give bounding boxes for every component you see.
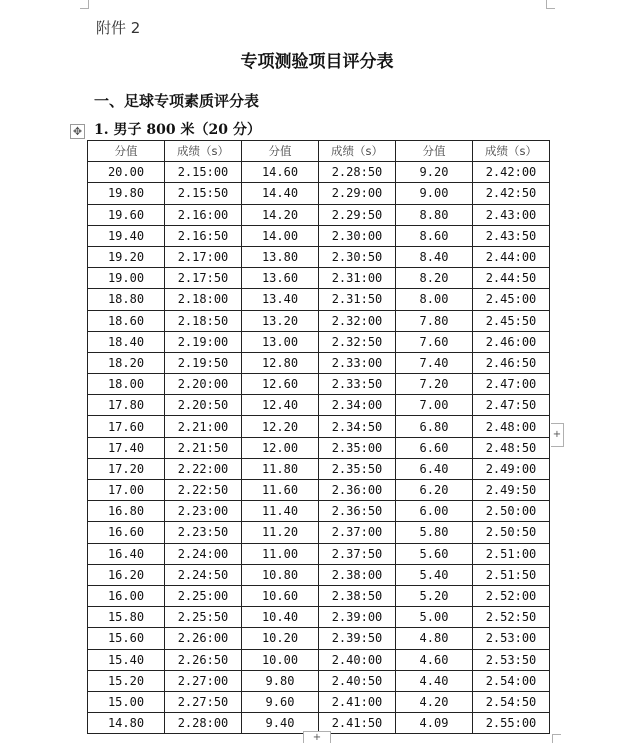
annex-label: 附件 2 — [96, 19, 141, 37]
score-cell: 8.60 — [396, 225, 473, 246]
time-cell: 2.37:50 — [319, 543, 396, 564]
column-header: 分值 — [242, 141, 319, 162]
column-header: 分值 — [88, 141, 165, 162]
score-cell: 6.40 — [396, 458, 473, 479]
table-row — [88, 649, 550, 670]
document-title: 专项测验项目评分表 — [240, 52, 394, 72]
score-cell: 11.80 — [242, 458, 319, 479]
time-cell: 2.17:00 — [165, 246, 242, 267]
time-cell: 2.50:00 — [473, 501, 550, 522]
score-cell: 17.60 — [88, 416, 165, 437]
score-cell: 17.40 — [88, 437, 165, 458]
score-cell: 18.40 — [88, 331, 165, 352]
score-cell: 13.60 — [242, 268, 319, 289]
time-cell: 2.36:00 — [319, 480, 396, 501]
time-cell: 2.28:00 — [165, 713, 242, 734]
time-cell: 2.46:00 — [473, 331, 550, 352]
table-row — [88, 416, 550, 437]
score-cell: 16.80 — [88, 501, 165, 522]
time-cell: 2.29:50 — [319, 204, 396, 225]
score-cell: 9.20 — [396, 162, 473, 183]
score-cell: 4.80 — [396, 628, 473, 649]
time-cell: 2.43:50 — [473, 225, 550, 246]
time-cell: 2.32:50 — [319, 331, 396, 352]
score-cell: 6.80 — [396, 416, 473, 437]
score-cell: 9.60 — [242, 691, 319, 712]
time-cell: 2.42:00 — [473, 162, 550, 183]
score-cell: 7.80 — [396, 310, 473, 331]
score-cell: 10.00 — [242, 649, 319, 670]
sub-heading: 1. 男子 800 米（20 分） — [94, 122, 261, 138]
time-cell: 2.50:50 — [473, 522, 550, 543]
score-cell: 4.60 — [396, 649, 473, 670]
page-corner-mark — [80, 0, 89, 9]
score-cell: 9.40 — [242, 713, 319, 734]
time-cell: 2.38:00 — [319, 564, 396, 585]
score-cell: 10.20 — [242, 628, 319, 649]
score-cell: 7.20 — [396, 374, 473, 395]
table-row — [88, 607, 550, 628]
time-cell: 2.53:00 — [473, 628, 550, 649]
score-cell: 10.80 — [242, 564, 319, 585]
section-heading: 一、足球专项素质评分表 — [94, 92, 260, 110]
time-cell: 2.22:00 — [165, 458, 242, 479]
score-cell: 15.20 — [88, 670, 165, 691]
column-header: 分值 — [396, 141, 473, 162]
add-row-button[interactable]: + — [303, 731, 331, 743]
time-cell: 2.26:50 — [165, 649, 242, 670]
time-cell: 2.49:50 — [473, 480, 550, 501]
score-cell: 12.80 — [242, 352, 319, 373]
score-cell: 9.80 — [242, 670, 319, 691]
table-row — [88, 225, 550, 246]
time-cell: 2.42:50 — [473, 183, 550, 204]
table-row — [88, 331, 550, 352]
score-cell: 6.60 — [396, 437, 473, 458]
table-row — [88, 670, 550, 691]
table-row — [88, 352, 550, 373]
time-cell: 2.53:50 — [473, 649, 550, 670]
time-cell: 2.52:00 — [473, 585, 550, 606]
time-cell: 2.41:00 — [319, 691, 396, 712]
score-cell: 11.20 — [242, 522, 319, 543]
time-cell: 2.18:50 — [165, 310, 242, 331]
time-cell: 2.19:00 — [165, 331, 242, 352]
time-cell: 2.39:00 — [319, 607, 396, 628]
score-cell: 14.40 — [242, 183, 319, 204]
time-cell: 2.55:00 — [473, 713, 550, 734]
score-cell: 14.80 — [88, 713, 165, 734]
time-cell: 2.21:00 — [165, 416, 242, 437]
time-cell: 2.51:50 — [473, 564, 550, 585]
time-cell: 2.35:00 — [319, 437, 396, 458]
score-cell: 13.20 — [242, 310, 319, 331]
time-cell: 2.33:00 — [319, 352, 396, 373]
score-cell: 8.40 — [396, 246, 473, 267]
time-cell: 2.40:00 — [319, 649, 396, 670]
time-cell: 2.54:00 — [473, 670, 550, 691]
time-cell: 2.41:50 — [319, 713, 396, 734]
score-cell: 7.60 — [396, 331, 473, 352]
time-cell: 2.27:50 — [165, 691, 242, 712]
time-cell: 2.48:00 — [473, 416, 550, 437]
table-row — [88, 522, 550, 543]
score-cell: 14.00 — [242, 225, 319, 246]
score-cell: 13.80 — [242, 246, 319, 267]
time-cell: 2.25:00 — [165, 585, 242, 606]
time-cell: 2.24:50 — [165, 564, 242, 585]
score-cell: 6.00 — [396, 501, 473, 522]
score-cell: 4.20 — [396, 691, 473, 712]
score-cell: 8.00 — [396, 289, 473, 310]
score-cell: 19.80 — [88, 183, 165, 204]
score-cell: 16.20 — [88, 564, 165, 585]
score-cell: 18.60 — [88, 310, 165, 331]
table-row — [88, 246, 550, 267]
table-row — [88, 268, 550, 289]
score-cell: 12.20 — [242, 416, 319, 437]
time-cell: 2.16:50 — [165, 225, 242, 246]
table-row — [88, 564, 550, 585]
column-header: 成绩（s） — [319, 141, 396, 162]
time-cell: 2.23:50 — [165, 522, 242, 543]
time-cell: 2.16:00 — [165, 204, 242, 225]
time-cell: 2.44:50 — [473, 268, 550, 289]
score-cell: 16.00 — [88, 585, 165, 606]
time-cell: 2.29:00 — [319, 183, 396, 204]
score-cell: 17.00 — [88, 480, 165, 501]
score-cell: 9.00 — [396, 183, 473, 204]
table-row — [88, 310, 550, 331]
score-cell: 7.00 — [396, 395, 473, 416]
time-cell: 2.30:00 — [319, 225, 396, 246]
score-cell: 19.00 — [88, 268, 165, 289]
table-row — [88, 691, 550, 712]
time-cell: 2.47:50 — [473, 395, 550, 416]
score-cell: 10.40 — [242, 607, 319, 628]
score-cell: 14.20 — [242, 204, 319, 225]
time-cell: 2.21:50 — [165, 437, 242, 458]
time-cell: 2.47:00 — [473, 374, 550, 395]
score-cell: 8.20 — [396, 268, 473, 289]
score-cell: 13.00 — [242, 331, 319, 352]
table-row — [88, 585, 550, 606]
time-cell: 2.30:50 — [319, 246, 396, 267]
time-cell: 2.20:50 — [165, 395, 242, 416]
time-cell: 2.35:50 — [319, 458, 396, 479]
time-cell: 2.52:50 — [473, 607, 550, 628]
time-cell: 2.19:50 — [165, 352, 242, 373]
score-cell: 15.00 — [88, 691, 165, 712]
time-cell: 2.31:50 — [319, 289, 396, 310]
time-cell: 2.17:50 — [165, 268, 242, 289]
time-cell: 2.49:00 — [473, 458, 550, 479]
table-header-row — [88, 141, 550, 162]
time-cell: 2.31:00 — [319, 268, 396, 289]
time-cell: 2.26:00 — [165, 628, 242, 649]
column-header: 成绩（s） — [165, 141, 242, 162]
score-cell: 6.20 — [396, 480, 473, 501]
time-cell: 2.43:00 — [473, 204, 550, 225]
time-cell: 2.15:50 — [165, 183, 242, 204]
score-cell: 19.40 — [88, 225, 165, 246]
table-row — [88, 204, 550, 225]
score-cell: 19.60 — [88, 204, 165, 225]
time-cell: 2.54:50 — [473, 691, 550, 712]
time-cell: 2.45:00 — [473, 289, 550, 310]
score-cell: 20.00 — [88, 162, 165, 183]
score-cell: 16.60 — [88, 522, 165, 543]
table-row — [88, 162, 550, 183]
time-cell: 2.44:00 — [473, 246, 550, 267]
score-cell: 11.40 — [242, 501, 319, 522]
score-cell: 8.80 — [396, 204, 473, 225]
score-table — [87, 140, 550, 734]
score-cell: 4.09 — [396, 713, 473, 734]
score-cell: 10.60 — [242, 585, 319, 606]
score-cell: 12.60 — [242, 374, 319, 395]
time-cell: 2.15:00 — [165, 162, 242, 183]
time-cell: 2.38:50 — [319, 585, 396, 606]
time-cell: 2.22:50 — [165, 480, 242, 501]
score-cell: 13.40 — [242, 289, 319, 310]
time-cell: 2.45:50 — [473, 310, 550, 331]
score-cell: 16.40 — [88, 543, 165, 564]
page-corner-mark — [546, 0, 555, 9]
score-cell: 11.00 — [242, 543, 319, 564]
table-row — [88, 628, 550, 649]
table-row — [88, 395, 550, 416]
score-cell: 18.00 — [88, 374, 165, 395]
score-cell: 18.20 — [88, 352, 165, 373]
score-cell: 5.00 — [396, 607, 473, 628]
table-move-icon[interactable]: ✥ — [70, 124, 85, 139]
score-cell: 7.40 — [396, 352, 473, 373]
time-cell: 2.51:00 — [473, 543, 550, 564]
score-cell: 14.60 — [242, 162, 319, 183]
score-cell: 17.20 — [88, 458, 165, 479]
time-cell: 2.18:00 — [165, 289, 242, 310]
score-cell: 12.40 — [242, 395, 319, 416]
score-cell: 15.60 — [88, 628, 165, 649]
score-cell: 5.60 — [396, 543, 473, 564]
table-row — [88, 437, 550, 458]
time-cell: 2.20:00 — [165, 374, 242, 395]
time-cell: 2.39:50 — [319, 628, 396, 649]
time-cell: 2.40:50 — [319, 670, 396, 691]
score-cell: 17.80 — [88, 395, 165, 416]
time-cell: 2.25:50 — [165, 607, 242, 628]
time-cell: 2.37:00 — [319, 522, 396, 543]
table-row — [88, 183, 550, 204]
column-header: 成绩（s） — [473, 141, 550, 162]
score-cell: 18.80 — [88, 289, 165, 310]
table-row — [88, 480, 550, 501]
score-cell: 4.40 — [396, 670, 473, 691]
score-cell: 5.40 — [396, 564, 473, 585]
time-cell: 2.28:50 — [319, 162, 396, 183]
table-row — [88, 501, 550, 522]
score-cell: 12.00 — [242, 437, 319, 458]
score-cell: 15.80 — [88, 607, 165, 628]
table-row — [88, 543, 550, 564]
time-cell: 2.24:00 — [165, 543, 242, 564]
time-cell: 2.32:00 — [319, 310, 396, 331]
time-cell: 2.27:00 — [165, 670, 242, 691]
time-cell: 2.33:50 — [319, 374, 396, 395]
add-column-button[interactable]: + — [551, 423, 564, 447]
time-cell: 2.23:00 — [165, 501, 242, 522]
score-cell: 5.20 — [396, 585, 473, 606]
score-cell: 15.40 — [88, 649, 165, 670]
table-row — [88, 374, 550, 395]
time-cell: 2.36:50 — [319, 501, 396, 522]
score-cell: 11.60 — [242, 480, 319, 501]
table-row — [88, 458, 550, 479]
table-row — [88, 289, 550, 310]
time-cell: 2.34:00 — [319, 395, 396, 416]
score-cell: 19.20 — [88, 246, 165, 267]
time-cell: 2.48:50 — [473, 437, 550, 458]
score-cell: 5.80 — [396, 522, 473, 543]
time-cell: 2.34:50 — [319, 416, 396, 437]
time-cell: 2.46:50 — [473, 352, 550, 373]
